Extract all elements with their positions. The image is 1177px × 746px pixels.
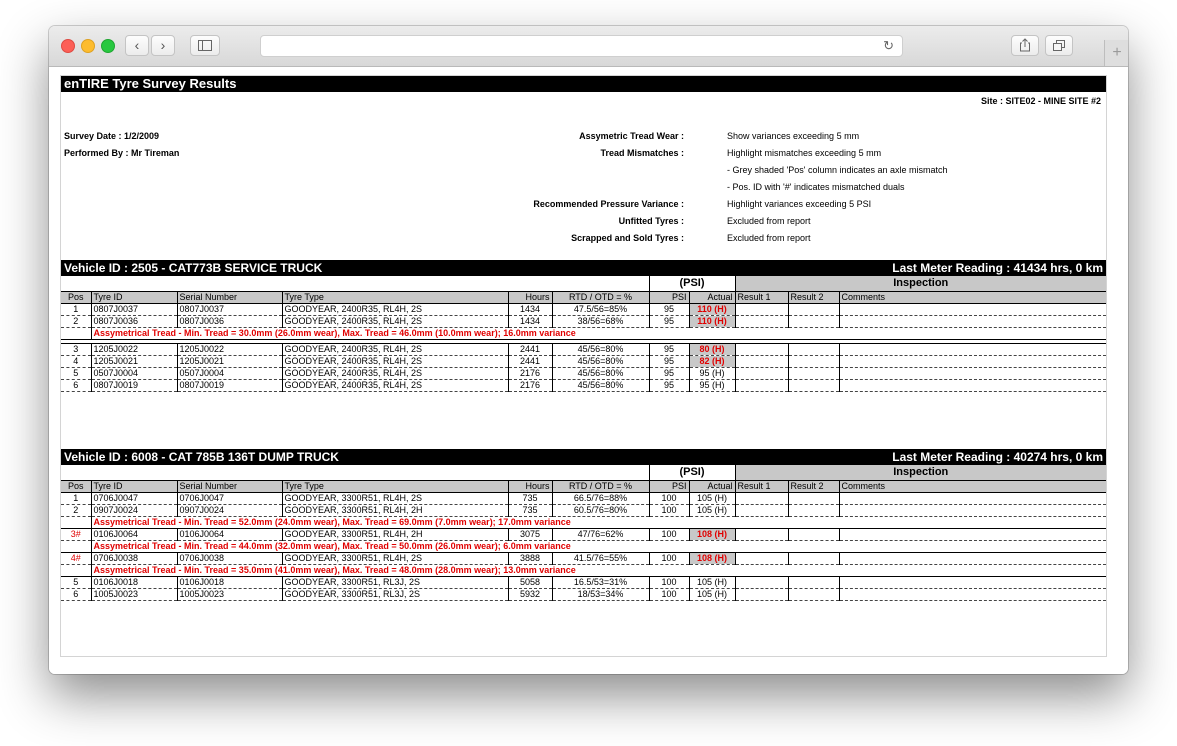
- col-result2: Result 2: [788, 480, 839, 492]
- cell-result2: [788, 528, 839, 540]
- cell-tyre-id: 0807J0019: [91, 379, 177, 391]
- cell-psi: 100: [649, 588, 689, 600]
- cell-comments: [839, 588, 1106, 600]
- cell-psi: 95: [649, 315, 689, 327]
- cell-rtd: 38/56=68%: [552, 315, 649, 327]
- cell-tyre-type: GOODYEAR, 2400R35, RL4H, 2S: [282, 315, 508, 327]
- cell-hours: 5058: [508, 576, 552, 588]
- address-bar[interactable]: [260, 35, 903, 57]
- cell-rtd: 18/53=34%: [552, 588, 649, 600]
- cell-pos: 5: [61, 576, 91, 588]
- share-button[interactable]: [1011, 35, 1039, 56]
- cell-result2: [788, 492, 839, 504]
- cell-pos: 6: [61, 379, 91, 391]
- asymmetry-note-row: [61, 327, 1106, 339]
- tyre-table: [61, 276, 1106, 392]
- new-tab-button[interactable]: [1104, 40, 1128, 66]
- col-psi: PSI: [649, 291, 689, 303]
- cell-psi: 95: [649, 379, 689, 391]
- cell-rtd: 45/56=80%: [552, 343, 649, 355]
- cell-tyre-type: GOODYEAR, 2400R35, RL4H, 2S: [282, 343, 508, 355]
- cell-hours: 735: [508, 492, 552, 504]
- cell-tyre-type: GOODYEAR, 3300R51, RL4H, 2S: [282, 552, 508, 564]
- criteria-label: Unfitted Tyres :: [618, 216, 684, 226]
- asymmetry-note: Assymetrical Tread - Min. Tread = 44.0mm (32.0mm wear), Max. Tread = 50.0mm (26.0mm wear); 6.0mm variance: [91, 540, 1106, 552]
- cell-result1: [735, 367, 788, 379]
- cell-pos: 4: [61, 355, 91, 367]
- asymmetry-note: Assymetrical Tread - Min. Tread = 52.0mm (24.0mm wear), Max. Tread = 69.0mm (7.0mm wear); 17.0mm variance: [91, 516, 1106, 528]
- cell-psi: 100: [649, 492, 689, 504]
- cell-actual: 105 (H): [689, 504, 735, 516]
- col-pos: Pos: [61, 480, 91, 492]
- cell-result2: [788, 355, 839, 367]
- col-tyre-type: Tyre Type: [282, 480, 508, 492]
- cell-hours: 3888: [508, 552, 552, 564]
- cell-comments: [839, 379, 1106, 391]
- cell-serial: 0807J0037: [177, 303, 282, 315]
- cell-tyre-id: 1005J0023: [91, 588, 177, 600]
- cell-rtd: 47/76=62%: [552, 528, 649, 540]
- cell-result2: [788, 379, 839, 391]
- cell-hours: 2441: [508, 343, 552, 355]
- cell-serial: 1205J0021: [177, 355, 282, 367]
- chevron-right-icon: ›: [160, 37, 166, 53]
- col-result1: Result 1: [735, 291, 788, 303]
- cell-rtd: 41.5/76=55%: [552, 552, 649, 564]
- cell-pos: 3: [61, 343, 91, 355]
- cell-actual: 105 (H): [689, 576, 735, 588]
- browser-window: [49, 26, 1128, 674]
- vehicle-header: [61, 260, 1106, 276]
- table-row: [61, 315, 1106, 327]
- cell-rtd: 45/56=80%: [552, 367, 649, 379]
- table-row: [61, 588, 1106, 600]
- cell-psi: 95: [649, 343, 689, 355]
- cell-psi: 100: [649, 528, 689, 540]
- cell-psi: 95: [649, 355, 689, 367]
- criteria-label: Tread Mismatches :: [600, 148, 684, 158]
- col-result2: Result 2: [788, 291, 839, 303]
- table-row: [61, 552, 1106, 564]
- cell-actual: 105 (H): [689, 492, 735, 504]
- cell-rtd: 60.5/76=80%: [552, 504, 649, 516]
- cell-actual: 108 (H): [689, 552, 735, 564]
- col-hours: Hours: [508, 480, 552, 492]
- criteria-value: Show variances exceeding 5 mm: [727, 131, 860, 141]
- col-hours: Hours: [508, 291, 552, 303]
- criteria-label: Assymetric Tread Wear :: [579, 131, 684, 141]
- col-tyre-id: Tyre ID: [91, 291, 177, 303]
- psi-group-header: (PSI): [649, 276, 735, 291]
- sidebar-button[interactable]: [190, 35, 220, 56]
- cell-tyre-id: 0807J0037: [91, 303, 177, 315]
- table-row: [61, 528, 1106, 540]
- cell-result1: [735, 343, 788, 355]
- col-psi: PSI: [649, 480, 689, 492]
- cell-tyre-type: GOODYEAR, 3300R51, RL3J, 2S: [282, 576, 508, 588]
- criteria-label: Scrapped and Sold Tyres :: [571, 233, 684, 243]
- meter-reading: Last Meter Reading : 41434 hrs, 0 km: [892, 261, 1103, 275]
- table-row: [61, 343, 1106, 355]
- vehicle-title: Vehicle ID : 6008 - CAT 785B 136T DUMP TRUCK: [64, 450, 339, 464]
- criteria-value: Excluded from report: [727, 233, 811, 243]
- cell-pos: 1: [61, 492, 91, 504]
- cell-rtd: 16.5/53=31%: [552, 576, 649, 588]
- cell-result1: [735, 355, 788, 367]
- criteria-value: Highlight variances exceeding 5 PSI: [727, 199, 872, 209]
- cell-result1: [735, 492, 788, 504]
- cell-actual: 80 (H): [689, 343, 735, 355]
- performed-by: Performed By : Mr Tireman: [64, 148, 180, 158]
- cell-hours: 2176: [508, 367, 552, 379]
- group-header-row: [61, 465, 1106, 480]
- browser-toolbar: [49, 26, 1128, 67]
- back-button[interactable]: [125, 35, 149, 56]
- group-header-row: [61, 276, 1106, 291]
- cell-result2: [788, 315, 839, 327]
- cell-tyre-type: GOODYEAR, 3300R51, RL3J, 2S: [282, 588, 508, 600]
- asymmetry-note: Assymetrical Tread - Min. Tread = 35.0mm (41.0mm wear), Max. Tread = 48.0mm (28.0mm wear); 13.0mm variance: [91, 564, 1106, 576]
- cell-actual: 95 (H): [689, 367, 735, 379]
- criteria-value: Highlight mismatches exceeding 5 mm: [727, 148, 882, 158]
- table-row: [61, 367, 1106, 379]
- cell-pos: 1: [61, 303, 91, 315]
- cell-pos: 2: [61, 315, 91, 327]
- cell-serial: 0106J0064: [177, 528, 282, 540]
- cell-pos: 4#: [61, 552, 91, 564]
- col-actual: Actual: [689, 480, 735, 492]
- table-row: [61, 303, 1106, 315]
- cell-actual: 95 (H): [689, 379, 735, 391]
- cell-hours: 735: [508, 504, 552, 516]
- cell-rtd: 45/56=80%: [552, 355, 649, 367]
- cell-result1: [735, 576, 788, 588]
- cell-hours: 1434: [508, 315, 552, 327]
- cell-tyre-id: 0807J0036: [91, 315, 177, 327]
- report-title: enTIRE Tyre Survey Results: [61, 76, 1106, 92]
- cell-rtd: 45/56=80%: [552, 379, 649, 391]
- cell-serial: 0907J0024: [177, 504, 282, 516]
- col-comments: Comments: [839, 480, 1106, 492]
- cell-serial: 0507J0004: [177, 367, 282, 379]
- forward-button[interactable]: [151, 35, 175, 56]
- asymmetry-note-row: [61, 564, 1106, 576]
- cell-hours: 3075: [508, 528, 552, 540]
- cell-psi: 95: [649, 303, 689, 315]
- column-header-row: [61, 291, 1106, 303]
- cell-tyre-id: 0706J0047: [91, 492, 177, 504]
- cell-serial: 0706J0038: [177, 552, 282, 564]
- cell-serial: 1005J0023: [177, 588, 282, 600]
- table-row: [61, 492, 1106, 504]
- tabs-overview-button[interactable]: [1045, 35, 1073, 56]
- cell-result2: [788, 504, 839, 516]
- cell-serial: 0706J0047: [177, 492, 282, 504]
- cell-hours: 1434: [508, 303, 552, 315]
- cell-psi: 95: [649, 367, 689, 379]
- cell-tyre-id: 0507J0004: [91, 367, 177, 379]
- cell-actual: 108 (H): [689, 528, 735, 540]
- inspection-group-header: Inspection: [735, 465, 1106, 480]
- cell-result1: [735, 504, 788, 516]
- cell-actual: 110 (H): [689, 315, 735, 327]
- col-comments: Comments: [839, 291, 1106, 303]
- cell-psi: 100: [649, 552, 689, 564]
- cell-result2: [788, 303, 839, 315]
- cell-serial: 1205J0022: [177, 343, 282, 355]
- cell-result1: [735, 552, 788, 564]
- cell-tyre-type: GOODYEAR, 2400R35, RL4H, 2S: [282, 355, 508, 367]
- asymmetry-note-row: [61, 516, 1106, 528]
- minimize-window-button[interactable]: [81, 39, 95, 53]
- col-actual: Actual: [689, 291, 735, 303]
- cell-hours: 2441: [508, 355, 552, 367]
- sidebar-icon: [198, 40, 212, 51]
- cell-actual: 105 (H): [689, 588, 735, 600]
- table-row: [61, 379, 1106, 391]
- chevron-left-icon: ‹: [134, 37, 140, 53]
- col-serial: Serial Number: [177, 480, 282, 492]
- cell-result2: [788, 552, 839, 564]
- cell-comments: [839, 367, 1106, 379]
- cell-tyre-id: 1205J0021: [91, 355, 177, 367]
- criteria-value: - Pos. ID with '#' indicates mismatched duals: [727, 182, 905, 192]
- cell-result1: [735, 588, 788, 600]
- plus-icon: +: [1112, 44, 1122, 61]
- cell-rtd: 66.5/76=88%: [552, 492, 649, 504]
- cell-serial: 0807J0019: [177, 379, 282, 391]
- cell-tyre-type: GOODYEAR, 3300R51, RL4H, 2S: [282, 492, 508, 504]
- cell-result2: [788, 588, 839, 600]
- cell-comments: [839, 492, 1106, 504]
- cell-hours: 2176: [508, 379, 552, 391]
- cell-comments: [839, 315, 1106, 327]
- asymmetry-note: Assymetrical Tread - Min. Tread = 30.0mm (26.0mm wear), Max. Tread = 46.0mm (10.0mm wear); 16.0mm variance: [91, 327, 1106, 339]
- col-rtd: RTD / OTD = %: [552, 480, 649, 492]
- tyre-table: [61, 465, 1106, 601]
- cell-result1: [735, 303, 788, 315]
- asymmetry-note-row: [61, 540, 1106, 552]
- vehicle-header: [61, 449, 1106, 465]
- cell-pos: 2: [61, 504, 91, 516]
- tabs-icon: [1053, 40, 1066, 52]
- psi-group-header: (PSI): [649, 465, 735, 480]
- meter-reading: Last Meter Reading : 40274 hrs, 0 km: [892, 450, 1103, 464]
- cell-tyre-type: GOODYEAR, 3300R51, RL4H, 2H: [282, 528, 508, 540]
- cell-tyre-id: 0106J0064: [91, 528, 177, 540]
- cell-tyre-id: 0106J0018: [91, 576, 177, 588]
- criteria-label: Recommended Pressure Variance :: [533, 199, 684, 209]
- criteria-value: - Grey shaded 'Pos' column indicates an axle mismatch: [727, 165, 948, 175]
- cell-serial: 0106J0018: [177, 576, 282, 588]
- col-pos: Pos: [61, 291, 91, 303]
- cell-result1: [735, 315, 788, 327]
- site-label: Site : SITE02 - MINE SITE #2: [980, 96, 1101, 106]
- cell-tyre-type: GOODYEAR, 3300R51, RL4H, 2H: [282, 504, 508, 516]
- cell-tyre-type: GOODYEAR, 2400R35, RL4H, 2S: [282, 367, 508, 379]
- cell-actual: 110 (H): [689, 303, 735, 315]
- cell-tyre-type: GOODYEAR, 2400R35, RL4H, 2S: [282, 303, 508, 315]
- close-window-button[interactable]: [61, 39, 75, 53]
- cell-result2: [788, 343, 839, 355]
- cell-result1: [735, 528, 788, 540]
- cell-result2: [788, 576, 839, 588]
- criteria-value: Excluded from report: [727, 216, 811, 226]
- table-row: [61, 355, 1106, 367]
- column-header-row: [61, 480, 1106, 492]
- cell-tyre-type: GOODYEAR, 2400R35, RL4H, 2S: [282, 379, 508, 391]
- cell-comments: [839, 504, 1106, 516]
- survey-date: Survey Date : 1/2/2009: [64, 131, 160, 141]
- cell-psi: 100: [649, 576, 689, 588]
- col-tyre-type: Tyre Type: [282, 291, 508, 303]
- cell-serial: 0807J0036: [177, 315, 282, 327]
- col-rtd: RTD / OTD = %: [552, 291, 649, 303]
- cell-pos: 6: [61, 588, 91, 600]
- page-viewport: [49, 67, 1128, 674]
- cell-comments: [839, 552, 1106, 564]
- vehicle-title: Vehicle ID : 2505 - CAT773B SERVICE TRUCK: [64, 261, 323, 275]
- inspection-group-header: Inspection: [735, 276, 1106, 291]
- cell-rtd: 47.5/56=85%: [552, 303, 649, 315]
- cell-hours: 5932: [508, 588, 552, 600]
- cell-psi: 100: [649, 504, 689, 516]
- table-row: [61, 504, 1106, 516]
- cell-comments: [839, 576, 1106, 588]
- col-serial: Serial Number: [177, 291, 282, 303]
- report-page: [60, 75, 1107, 657]
- col-result1: Result 1: [735, 480, 788, 492]
- cell-comments: [839, 303, 1106, 315]
- cell-comments: [839, 343, 1106, 355]
- cell-pos: 5: [61, 367, 91, 379]
- zoom-window-button[interactable]: [101, 39, 115, 53]
- cell-actual: 82 (H): [689, 355, 735, 367]
- cell-pos: 3#: [61, 528, 91, 540]
- cell-tyre-id: 0706J0038: [91, 552, 177, 564]
- col-tyre-id: Tyre ID: [91, 480, 177, 492]
- reload-icon[interactable]: ↻: [883, 38, 894, 53]
- table-row: [61, 576, 1106, 588]
- cell-tyre-id: 0907J0024: [91, 504, 177, 516]
- cell-result1: [735, 379, 788, 391]
- cell-result2: [788, 367, 839, 379]
- cell-tyre-id: 1205J0022: [91, 343, 177, 355]
- cell-comments: [839, 355, 1106, 367]
- share-icon: [1019, 38, 1031, 52]
- cell-comments: [839, 528, 1106, 540]
